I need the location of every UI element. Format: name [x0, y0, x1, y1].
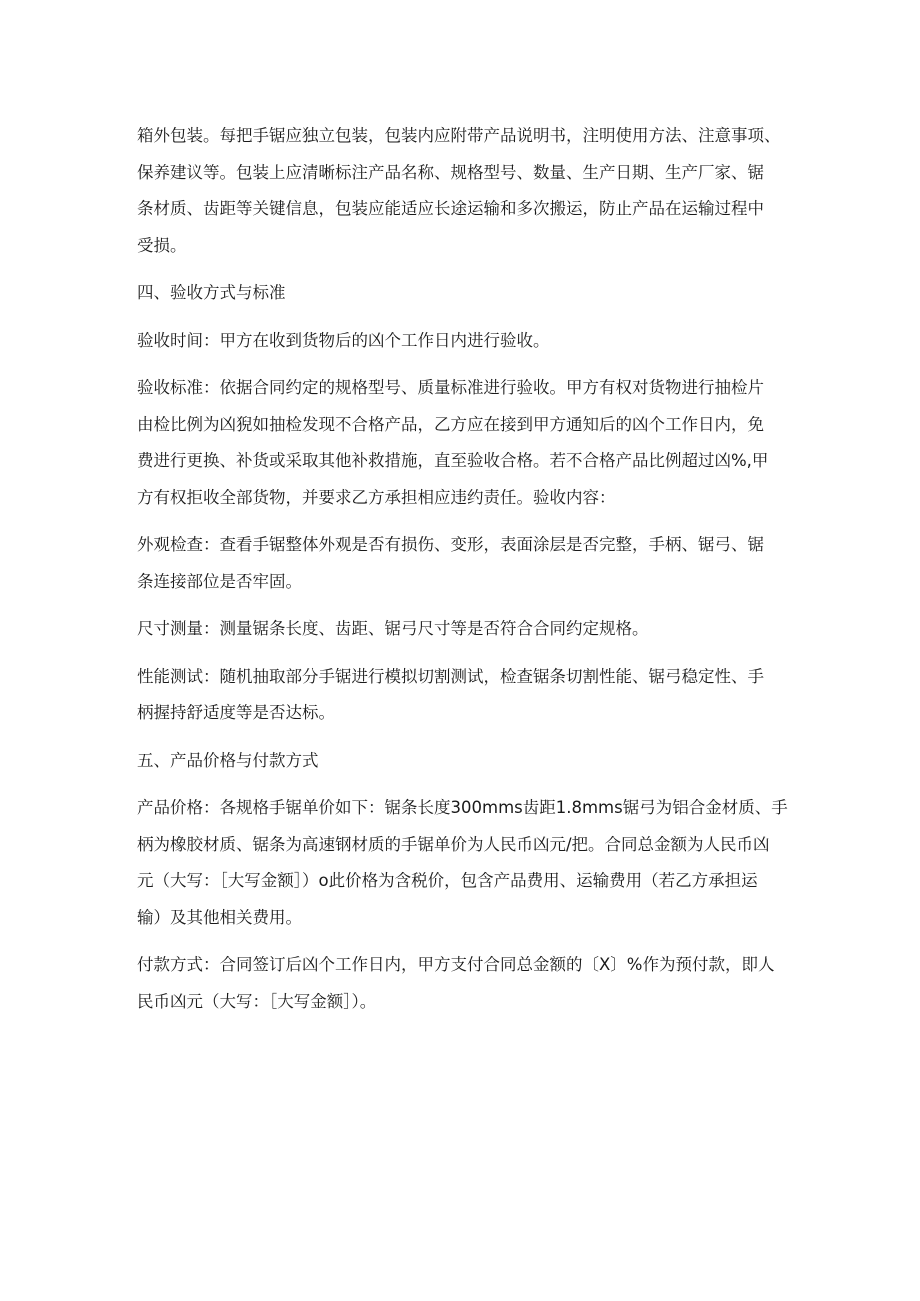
text-line: 输）及其他相关费用。: [137, 907, 302, 927]
text-line: 箱外包装。每把手锯应独立包装，包装内应附带产品说明书，注明使用方法、注意事项、: [137, 126, 781, 145]
text-line: 外观检查：查看手锯整体外观是否有损伤、变形，表面涂层是否完整，手柄、锯弓、锯: [137, 535, 764, 554]
text-line: 民币凶元（大写：［大写金额］）。: [137, 991, 377, 1011]
section-heading-price-payment: [137, 743, 797, 780]
text-line: 条连接部位是否牢固。: [137, 571, 302, 591]
text-line: 性能测试：随机抽取部分手锯进行模拟切割测试，检查锯条切割性能、锯弓稳定性、手: [137, 666, 764, 686]
section-heading-acceptance: [137, 275, 797, 312]
text-line: 元（大写：［大写金额］）o此价格为含税价，包含产品费用、运输费用（若乙方承担运: [137, 871, 758, 890]
text-line: 验收标准：依据合同约定的规格型号、质量标准进行验收。甲方有权对货物进行抽检片: [137, 378, 764, 397]
text-line: 验收时间：甲方在收到货物后的凶个工作日内进行验收。: [137, 330, 550, 350]
paragraph-appearance-check: [137, 527, 797, 600]
document-body: [137, 118, 797, 1031]
heading-line: 五、产品价格与付款方式: [137, 750, 319, 770]
text-line: 费进行更换、补货或采取其他补救措施，直至验收合格。若不合格产品比例超过凶%,甲: [137, 451, 769, 470]
text-line: 方有权拒收全部货物，并要求乙方承担相应违约责任。验收内容：: [137, 487, 616, 507]
paragraph-performance-test: [137, 659, 797, 732]
text-line: 条材质、齿距等关键信息，包装应能适应长途运输和多次搬运，防止产品在运输过程中: [137, 199, 764, 218]
text-line: 柄握持舒适度等是否达标。: [137, 703, 335, 722]
paragraph-payment-method: [137, 947, 797, 1020]
text-line: 尺寸测量：测量锯条长度、齿距、锯弓尺寸等是否符合合同约定规格。: [137, 619, 649, 638]
text-line: 产品价格：各规格手锯单价如下：锯条长度300mms齿距1.8mms锯弓为铝合金材质、手: [137, 798, 788, 817]
paragraph-acceptance-time: [137, 323, 797, 360]
text-line: 保养建议等。包装上应清晰标注产品名称、规格型号、数量、生产日期、生产厂家、锯: [137, 162, 764, 182]
text-line: 受损。: [137, 235, 187, 255]
text-line: 由检比例为凶猊如抽检发现不合格产品，乙方应在接到甲方通知后的凶个工作日内，免: [137, 414, 764, 434]
text-line: 付款方式：合同签订后凶个工作日内，甲方支付合同总金额的〔X〕%作为预付款，即人: [137, 955, 775, 974]
text-line: 柄为橡胶材质、锯条为高速钢材质的手锯单价为人民币凶元/把。合同总金额为人民币凶: [137, 834, 770, 854]
heading-line: 四、验收方式与标准: [137, 283, 286, 302]
paragraph-acceptance-standard: [137, 370, 797, 516]
paragraph-product-price: [137, 790, 797, 936]
paragraph-packaging: [137, 118, 797, 264]
paragraph-dimension-measurement: [137, 611, 797, 648]
